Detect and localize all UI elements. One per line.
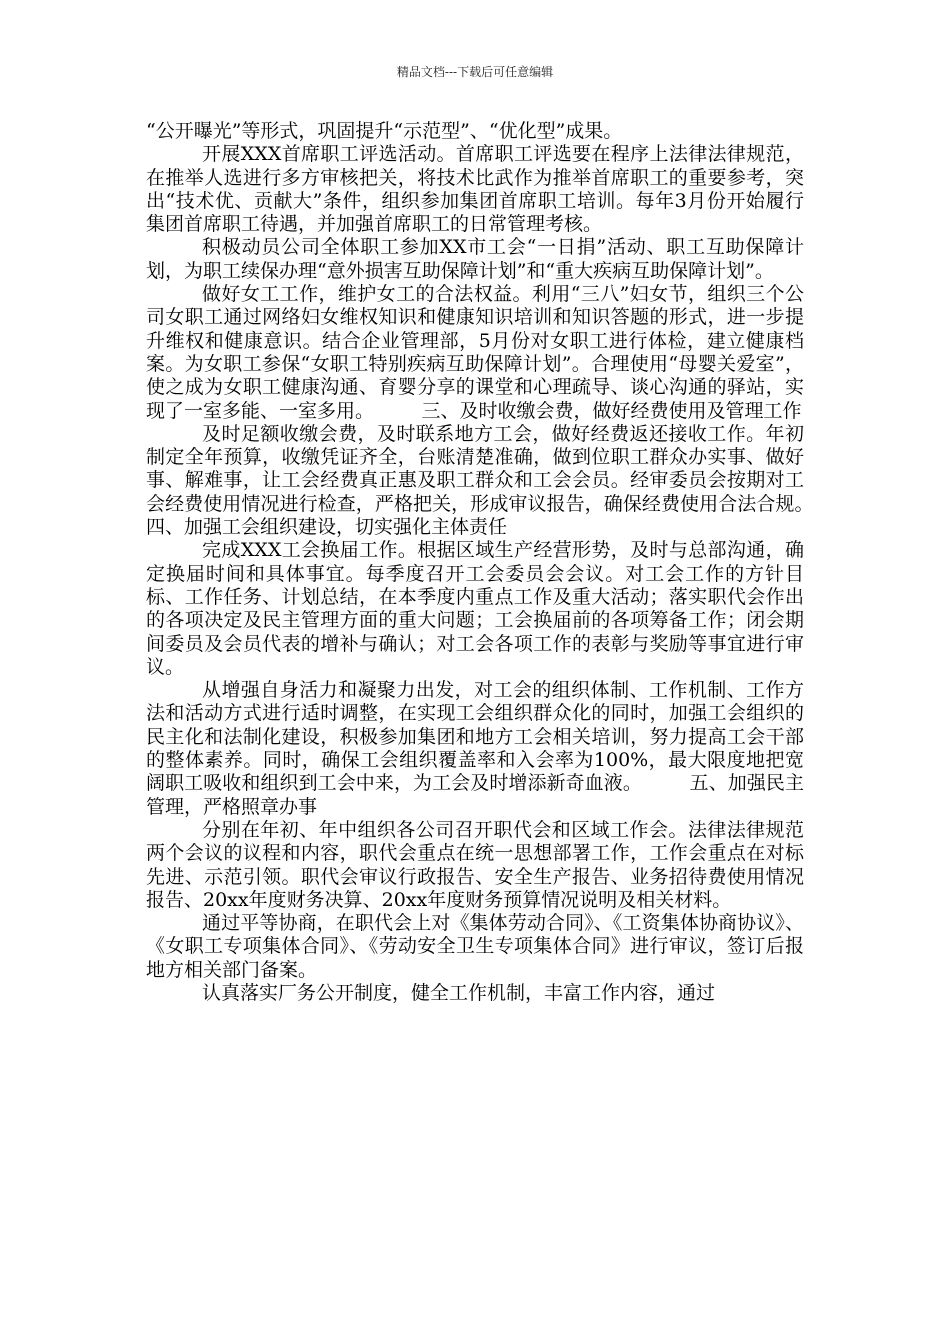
paragraph: 及时足额收缴会费，及时联系地方工会，做好经费返还接收工作。年初制定全年预算，收缴凭证齐全，台账清楚准确，做到位职工群众办实事、做好事、解难事，让工会经费真正惠及职工群众和工会会员。经审委员会按期对工会经费使用情况进行检查，严格把关，形成审议报告，确保经费使用合法合规。 四、加强工会组织建设，切实强化主体责任 [146,422,862,539]
paragraph: 做好女工工作，维护女工的合法权益。利用“三八”妇女节，组织三个公司女职工通过网络妇女维权知识和健康知识培训和知识答题的形式，进一步提升维权和健康意识。结合企业管理部，5月份对女职工进行体检，建立健康档案。为女职工参保“女职工特别疾病互助保障计划”。合理使用“母婴关爱室”，使之成为女职工健康沟通、育婴分享的课堂和心理疏导、谈心沟通的驿站，实现了一室多能、一室多用。 三、及时收缴会费，做好经费使用及管理工作 [146,283,804,422]
paragraph: 认真落实厂务公开制度，健全工作机制，丰富工作内容，通过 [202,981,716,1004]
paragraph: 从增强自身活力和凝聚力出发，对工会的组织体制、工作机制、工作方法和活动方式进行适时调整，在实现工会组织群众化的同时，加强工会组织的民主化和法制化建设，积极参加集团和地方工会相关培训，努力提高工会干部的整体素养。同时，确保工会组织覆盖率和入会率为100%，最大限度地把宽阔职工吸收和组织到工会中来，为工会及时增添新奇血液。 五、加强民主管理，严格照章办事 [146,679,804,818]
paragraph: 完成XXX工会换届工作。根据区域生产经营形势，及时与总部沟通，确定换届时间和具体事宜。每季度召开工会委员会会议。对工会工作的方针目标、工作任务、计划总结，在本季度内重点工作及重大活动；落实职代会作出的各项决定及民主管理方面的重大问题；工会换届前的各项筹备工作；闭会期间委员及会员代表的增补与确认；对工会各项工作的表彰与奖励等事宜进行审议。 [146,539,804,678]
paragraph: “公开曝光”等形式，巩固提升“示范型”、“优化型”成果。 [146,120,623,142]
page-header [0,64,950,80]
paragraph: 开展XXX首席职工评选活动。首席职工评选要在程序上法律法律规范，在推举人选进行多方审核把关，将技术比武作为推举首席职工的重要参考，突出“技术优、贡献大”条件，组织参加集团首席职工培训。每年3月份开始履行集团首席职工待遇，并加强首席职工的日常管理考核。 [146,143,804,236]
paragraph: 积极动员公司全体职工参加XX市工会“一日捐”活动、职工互助保障计划，为职工续保办理“意外损害互助保障计划”和“重大疾病互助保障计划”。 [146,236,804,282]
paragraph: 分别在年初、年中组织各公司召开职代会和区域工作会。法律法律规范两个会议的议程和内容，职代会重点在统一思想部署工作，工作会重点在对标先进、示范引领。职代会审议行政报告、安全生产报告、业务招待费使用情况报告、20xx年度财务决算、20xx年度财务预算情况说明及相关材料。 [146,818,804,911]
document-body [146,120,862,1005]
paragraph: 通过平等协商，在职代会上对《集体劳动合同》、《工资集体协商协议》、《女职工专项集体合同》、《劳动安全卫生专项集体合同》进行审议，签订后报地方相关部门备案。 [146,912,804,981]
header-text: 精品文档---下载后可任意编辑 [396,65,554,79]
